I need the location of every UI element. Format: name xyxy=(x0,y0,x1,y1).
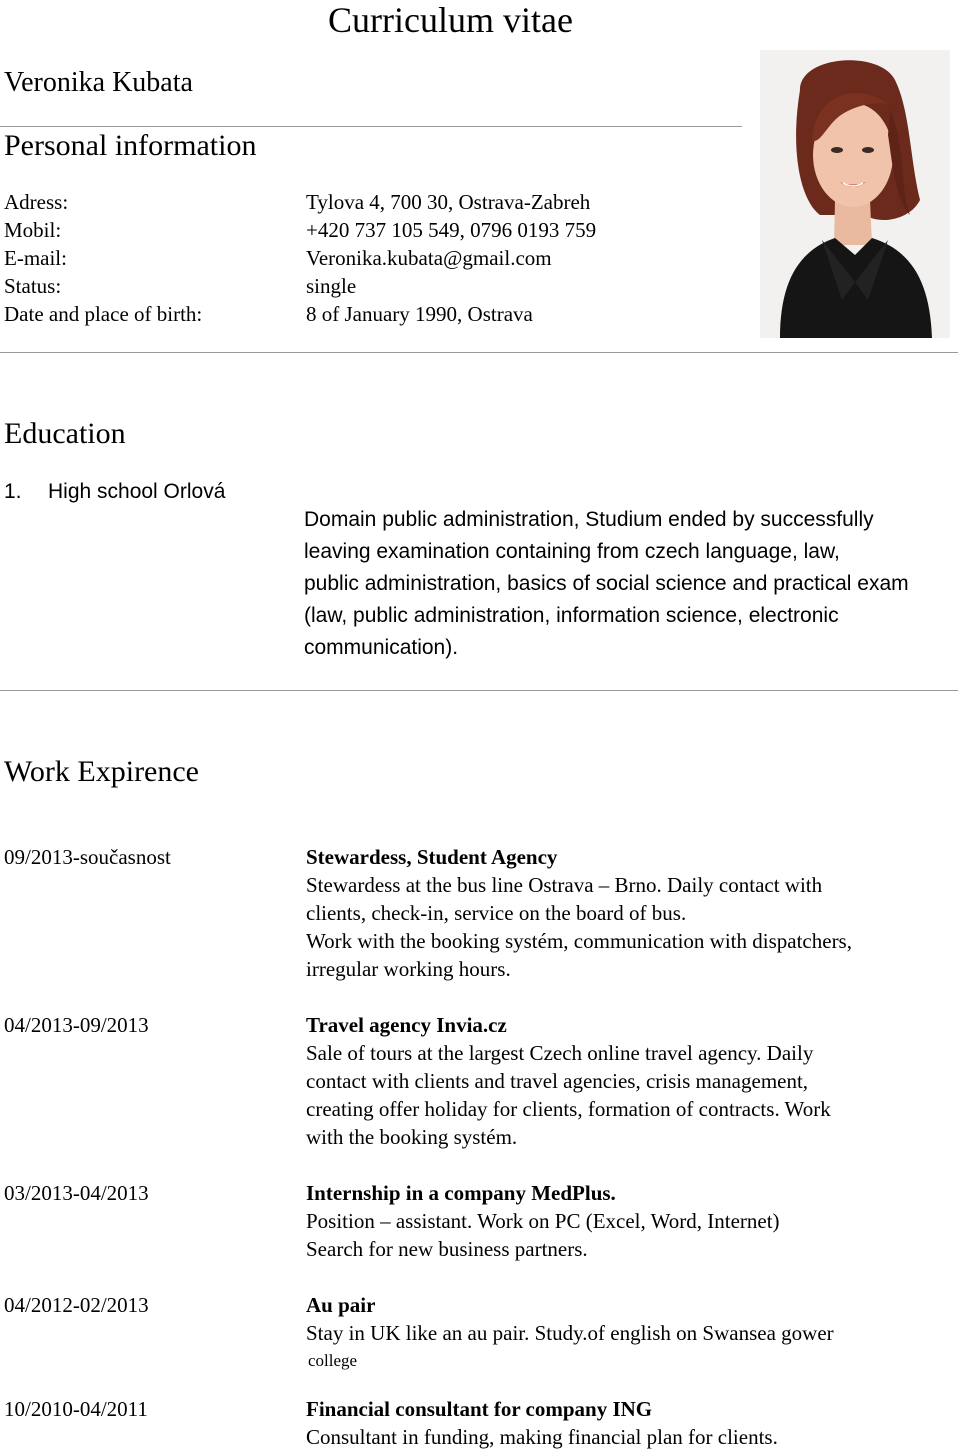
education-description xyxy=(304,504,949,664)
email-value: Veronika.kubata@gmail.com xyxy=(306,246,552,270)
job-date: 03/2013-04/2013 xyxy=(4,1181,149,1205)
education-line: public administration, basics of social science and practical exam xyxy=(304,572,909,595)
job-date: 04/2012-02/2013 xyxy=(4,1293,149,1317)
job-entry xyxy=(306,1395,778,1451)
job-line: clients, check-in, service on the board of bus. xyxy=(306,901,687,925)
job-line: Stewardess at the bus line Ostrava – Brno. Daily contact with xyxy=(306,873,823,897)
education-school: High school Orlová xyxy=(48,480,226,503)
job-title: Internship in a company MedPlus. xyxy=(306,1181,616,1205)
portrait-image xyxy=(760,50,950,338)
job-entry xyxy=(306,843,852,983)
mobile-label: Mobil: xyxy=(4,218,62,242)
address-value: Tylova 4, 700 30, Ostrava-Zabreh xyxy=(306,190,591,214)
job-line: Work with the booking systém, communication with dispatchers, xyxy=(306,929,852,953)
job-date: 04/2013-09/2013 xyxy=(4,1013,149,1037)
document-title: Curriculum vitae xyxy=(328,0,573,40)
mobile-value: +420 737 105 549, 0796 0193 759 xyxy=(306,218,597,242)
education-line: communication). xyxy=(304,636,459,659)
personal-divider xyxy=(0,352,958,353)
birth-label: Date and place of birth: xyxy=(4,302,203,326)
status-label: Status: xyxy=(4,274,62,298)
job-line: creating offer holiday for clients, formation of contracts. Work xyxy=(306,1097,831,1121)
job-line: Stay in UK like an au pair. Study.of english on Swansea gower xyxy=(306,1321,834,1345)
job-line: Position – assistant. Work on PC (Excel, Word, Internet) xyxy=(306,1209,780,1233)
job-title: Travel agency Invia.cz xyxy=(306,1013,507,1037)
job-line: with the booking systém. xyxy=(306,1125,518,1149)
job-entry xyxy=(306,1179,780,1263)
birth-value: 8 of January 1990, Ostrava xyxy=(306,302,533,326)
job-line: contact with clients and travel agencies, crisis management, xyxy=(306,1069,809,1093)
profile-photo xyxy=(760,50,950,338)
job-line: irregular working hours. xyxy=(306,957,511,981)
job-line: Sale of tours at the largest Czech online travel agency. Daily xyxy=(306,1041,814,1065)
header-divider xyxy=(0,126,742,127)
job-date: 10/2010-04/2011 xyxy=(4,1397,148,1421)
email-label: E-mail: xyxy=(4,246,67,270)
job-entry xyxy=(306,1011,831,1151)
job-line: Search for new business partners. xyxy=(306,1237,588,1261)
education-heading: Education xyxy=(4,417,126,450)
candidate-name: Veronika Kubata xyxy=(4,67,193,98)
job-title: Financial consultant for company ING xyxy=(306,1397,653,1421)
work-experience-heading: Work Expirence xyxy=(4,755,199,788)
education-number: 1. xyxy=(4,480,22,503)
job-line: college xyxy=(308,1351,358,1370)
education-line: Domain public administration, Studium ended by successfully xyxy=(304,508,874,531)
education-divider xyxy=(0,690,958,691)
job-line: Consultant in funding, making financial plan for clients. xyxy=(306,1425,778,1449)
personal-information-heading: Personal information xyxy=(4,129,257,162)
job-title: Stewardess, Student Agency xyxy=(306,845,558,869)
job-title: Au pair xyxy=(306,1293,376,1317)
job-entry xyxy=(306,1291,834,1375)
education-line: leaving examination containing from czech language, law, xyxy=(304,540,840,563)
address-label: Adress: xyxy=(4,190,69,214)
job-date: 09/2013-současnost xyxy=(4,845,171,869)
status-value: single xyxy=(306,274,357,298)
education-line: (law, public administration, information science, electronic xyxy=(304,604,839,627)
